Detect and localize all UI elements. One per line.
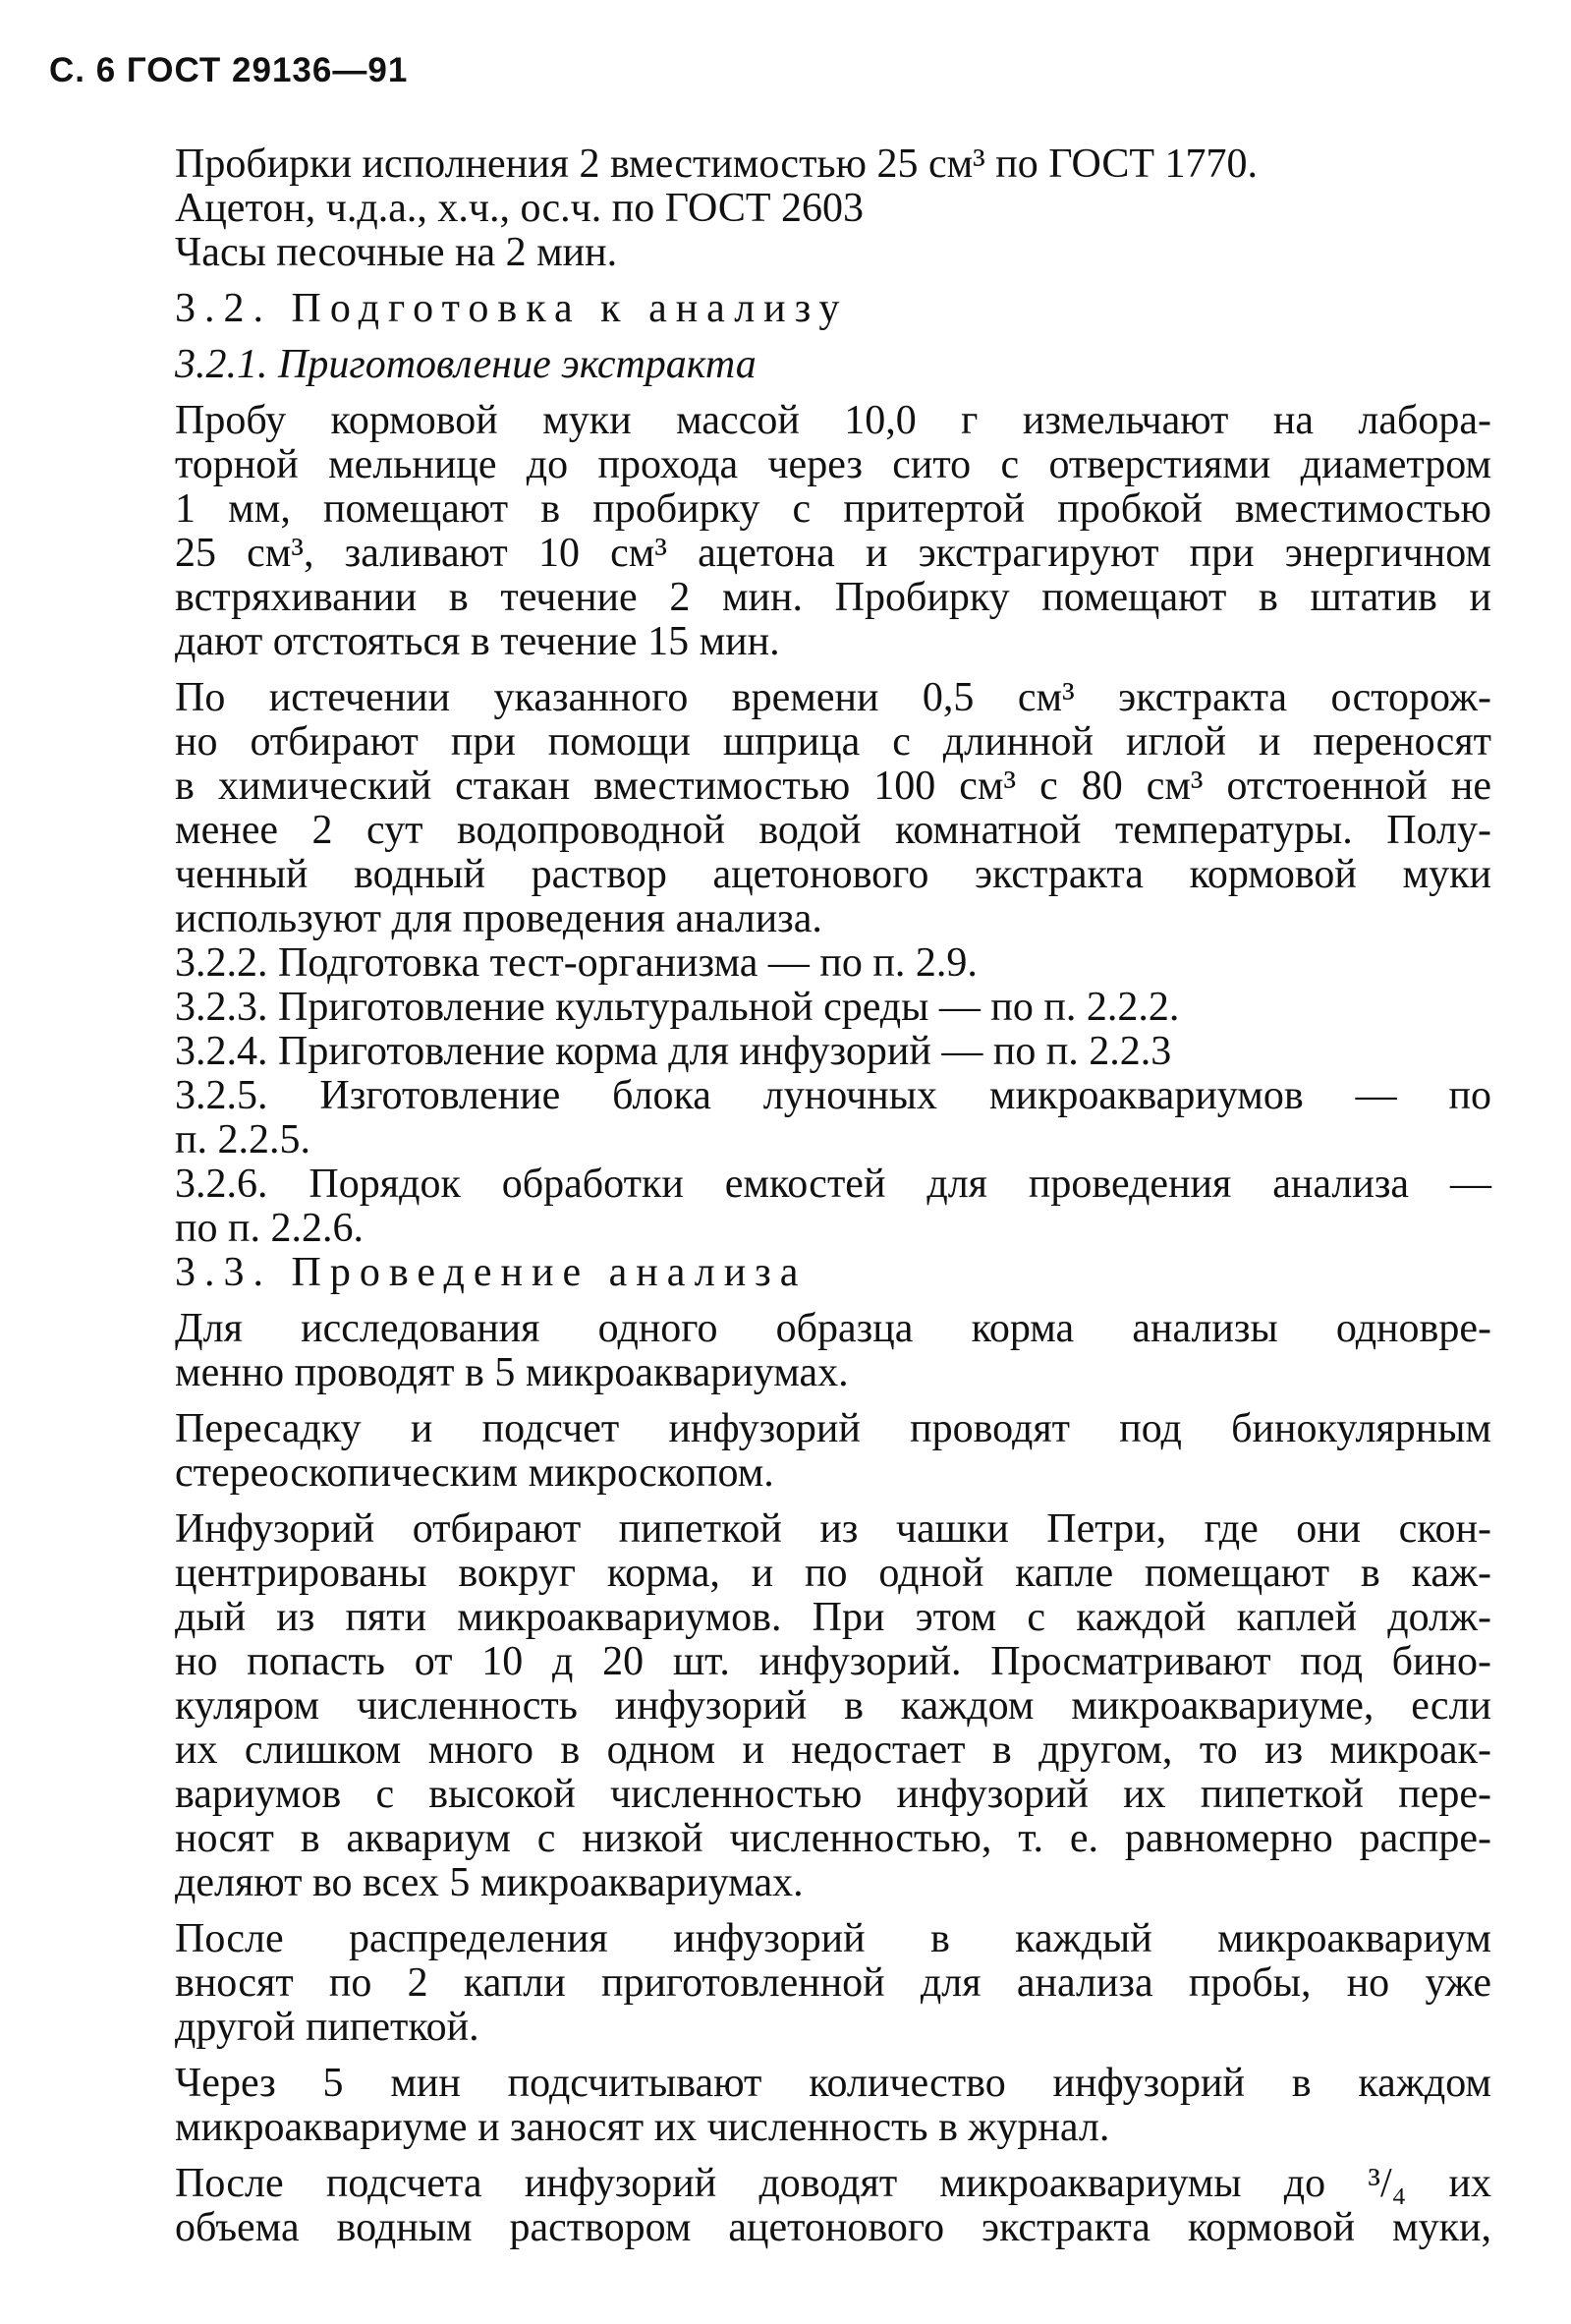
text-line: куляром численность инфузорий в каждом микроаквариуме, если (175, 1683, 1491, 1729)
text-line: По истечении указанного времени 0,5 см³ экстракта осторож- (175, 675, 1491, 720)
text-line: Пересадку и подсчет инфузорий проводят под бинокулярным (175, 1406, 1491, 1451)
body-text (175, 142, 1491, 2250)
text-line: вариумов с высокой численностью инфузорий их пипеткой пере- (175, 1772, 1491, 1817)
text-line: После подсчета инфузорий доводят микроаквариумы до ³/₄ их (175, 2161, 1491, 2206)
text-line: Ацетон, ч.д.а., х.ч., ос.ч. по ГОСТ 2603 (175, 186, 865, 231)
text-line: 3.2.5. Изготовление блока луночных микроаквариумов — по (175, 1073, 1491, 1118)
text-line: После распределения инфузорий в каждый микроаквариум (175, 1916, 1491, 1961)
text-line: микроаквариуме и заносят их численность в журнал. (175, 2105, 1110, 2150)
text-line: п. 2.2.5. (175, 1117, 310, 1162)
text-line: центрированы вокруг корма, и по одной капле помещают в каж- (175, 1551, 1491, 1596)
text-line: деляют во всех 5 микроаквариумах. (175, 1860, 804, 1905)
text-line: менее 2 сут водопроводной водой комнатной температуры. Полу- (175, 808, 1491, 853)
text-line: но попасть от 10 д 20 шт. инфузорий. Просматривают под бино- (175, 1639, 1491, 1684)
text-line: Для исследования одного образца корма анализы одновре- (175, 1306, 1491, 1351)
text-line: 3.2.6. Порядок обработки емкостей для проведения анализа — (175, 1162, 1491, 1207)
text-line: менно проводят в 5 микроаквариумах. (175, 1350, 849, 1395)
text-line: торной мельнице до прохода через сито с отверстиями диаметром (175, 442, 1491, 487)
text-line: объема водным раствором ацетонового экстракта кормовой муки, (175, 2205, 1491, 2250)
text-line: их слишком много в одном и недостает в другом, то из микроак- (175, 1728, 1491, 1773)
text-line: стереоскопическим микроскопом. (175, 1450, 774, 1496)
text-line: по п. 2.2.6. (175, 1206, 364, 1251)
text-line: Пробу кормовой муки массой 10,0 г измельчают на лабора- (175, 398, 1491, 443)
text-line: Инфузорий отбирают пипеткой из чашки Петри, где они скон- (175, 1506, 1491, 1552)
text-line: ченный водный раствор ацетонового экстракта кормовой муки (175, 852, 1491, 897)
text-line: используют для проведения анализа. (175, 896, 822, 941)
text-line: 3.2.1. Приготовление экстракта (175, 342, 757, 387)
text-line: вносят по 2 капли приготовленной для анализа пробы, но уже (175, 1960, 1491, 2006)
text-line: Через 5 мин подсчитывают количество инфузорий в каждом (175, 2061, 1491, 2106)
text-line: Часы песочные на 2 мин. (175, 230, 618, 275)
text-line: другой пипеткой. (175, 2005, 479, 2050)
text-line: в химический стакан вместимостью 100 см³ с 80 см³ отстоенной не (175, 764, 1491, 809)
text-line: Пробирки исполнения 2 вместимостью 25 см³ по ГОСТ 1770. (175, 142, 1258, 187)
text-line: но отбирают при помощи шприца с длинной иглой и переносят (175, 719, 1491, 765)
text-line: дый из пяти микроаквариумов. При этом с каждой каплей долж- (175, 1595, 1491, 1640)
text-line: 3.2.3. Приготовление культуральной среды — по п. 2.2.2. (175, 985, 1180, 1030)
text-line: 3.2.2. Подготовка тест-организма — по п. 2.9. (175, 940, 978, 986)
text-line: 3.2.4. Приготовление корма для инфузорий — по п. 2.2.3 (175, 1029, 1172, 1074)
text-line: 3.2. Подготовка к анализу (175, 286, 849, 331)
page-header: С. 6 ГОСТ 29136—91 (49, 51, 409, 89)
text-line: дают отстояться в течение 15 мин. (175, 619, 780, 664)
text-line: встряхивании в течение 2 мин. Пробирку помещают в штатив и (175, 575, 1491, 620)
text-line: 1 мм, помещают в пробирку с притертой пробкой вместимостью (175, 486, 1491, 532)
text-line: носят в аквариум с низкой численностью, т. е. равномерно распре- (175, 1816, 1491, 1861)
text-line: 25 см³, заливают 10 см³ ацетона и экстрагируют при энергичном (175, 531, 1491, 576)
text-line: 3.3. Проведение анализа (175, 1250, 808, 1295)
